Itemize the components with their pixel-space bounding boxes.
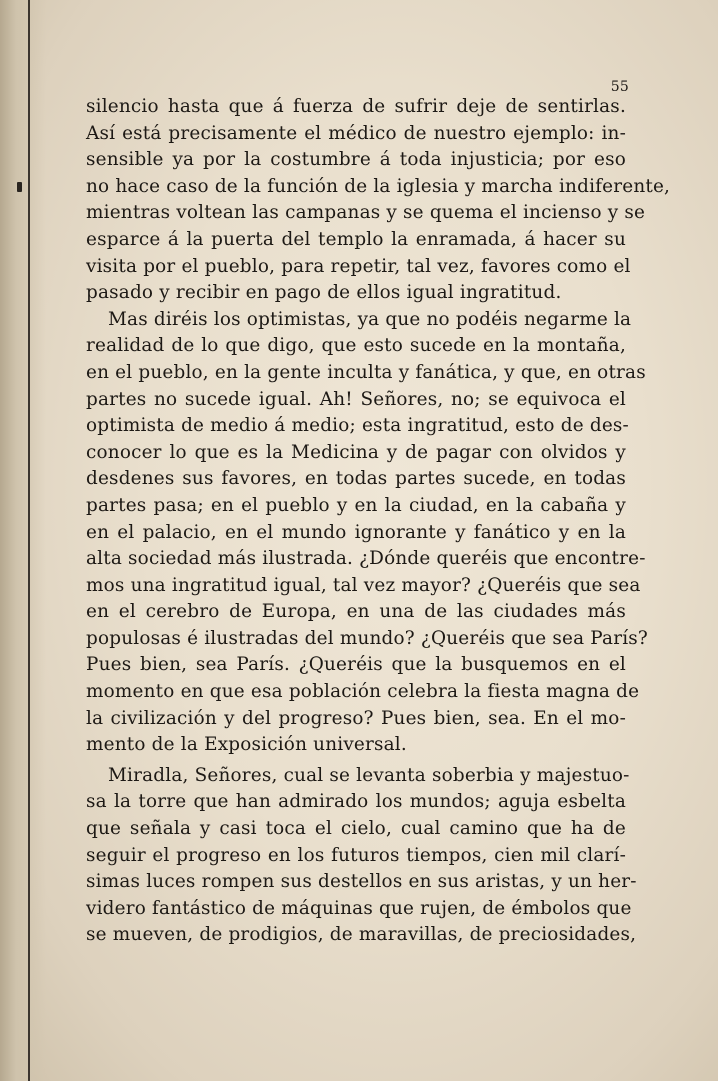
page-number: 55: [610, 79, 629, 95]
text-line: Mas diréis los optimistas, ya que no podéis negarme la: [108, 308, 632, 330]
text-line: Así está precisamente el médico de nuestro ejemplo: in-: [86, 122, 626, 144]
gutter-edge: [28, 0, 30, 1081]
text-line: sensible ya por la costumbre á toda injusticia; por eso: [86, 149, 626, 171]
text-line: en el palacio, en el mundo ignorante y fanático y en la: [86, 521, 626, 543]
text-line: en el cerebro de Europa, en una de las ciudades más: [86, 601, 626, 623]
text-line: la civilización y del progreso? Pues bien, sea. En el mo-: [86, 707, 626, 729]
text-line: partes pasa; en el pueblo y en la ciudad, en la cabaña y: [86, 494, 626, 516]
text-line: populosas é ilustradas del mundo? ¿Queréis que sea París?: [86, 627, 648, 649]
text-line: seguir el progreso en los futuros tiempos, cien mil clarí-: [86, 844, 626, 866]
text-line: momento en que esa población celebra la fiesta magna de: [86, 681, 640, 703]
text-line: Pues bien, sea París. ¿Queréis que la busquemos en el: [86, 654, 626, 676]
text-line: conocer lo que es la Medicina y de pagar con olvidos y: [86, 441, 626, 463]
text-line: se mueven, de prodigios, de maravillas, de preciosidades,: [86, 924, 637, 946]
text-line: partes no sucede igual. Ah! Señores, no; se equivoca el: [86, 388, 626, 410]
text-line: silencio hasta que á fuerza de sufrir deje de sentirlas.: [86, 96, 626, 117]
text-line: Miradla, Señores, cual se levanta soberbia y majestuo-: [108, 764, 630, 786]
text-line: alta sociedad más ilustrada. ¿Dónde queréis que encontre-: [86, 548, 646, 570]
text-line: simas luces rompen sus destellos en sus aristas, y un her-: [86, 871, 637, 893]
page-text: [86, 79, 671, 949]
text-line: mento de la Exposición universal.: [86, 734, 407, 756]
text-line: que señala y casi toca el cielo, cual camino que ha de: [86, 818, 626, 840]
text-line: esparce á la puerta del templo la enramada, á hacer su: [86, 228, 626, 250]
text-line: pasado y recibir en pago de ellos igual ingratitud.: [86, 282, 562, 304]
text-line: sa la torre que han admirado los mundos; aguja esbelta: [86, 791, 626, 813]
text-line: visita por el pueblo, para repetir, tal vez, favores como el: [86, 255, 631, 277]
text-line: realidad de lo que digo, que esto sucede en la montaña,: [86, 335, 626, 357]
margin-mark: [17, 182, 22, 192]
text-line: no hace caso de la función de la iglesia y marcha indiferente,: [86, 175, 671, 197]
text-line: mos una ingratitud igual, tal vez mayor? ¿Queréis que sea: [86, 574, 641, 596]
gutter-shadow: [0, 0, 46, 1081]
text-line: mientras voltean las campanas y se quema el incienso y se: [86, 202, 646, 224]
text-line: desdenes sus favores, en todas partes sucede, en todas: [86, 468, 626, 490]
text-line: en el pueblo, en la gente inculta y fanática, y que, en otras: [86, 361, 646, 383]
text-line: videro fantástico de máquinas que rujen, de émbolos que: [86, 897, 632, 919]
text-line: optimista de medio á medio; esta ingratitud, esto de des-: [86, 415, 629, 437]
